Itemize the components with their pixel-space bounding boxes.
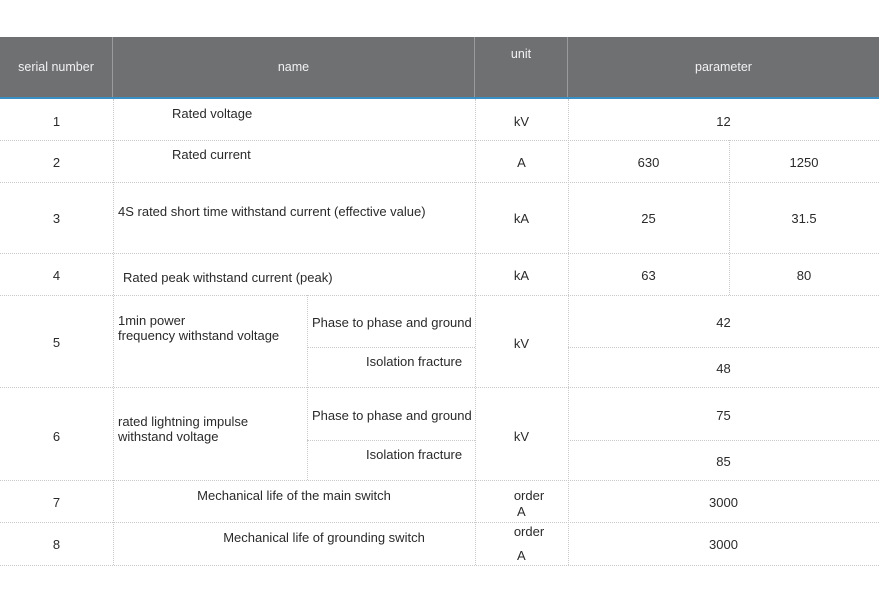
row4-value-a: 63: [641, 268, 656, 283]
row6-name-line2: withstand voltage: [118, 429, 219, 444]
row5-value-1: 42: [716, 315, 731, 330]
row8-unit-line2: A: [517, 548, 526, 563]
row1-name: Rated voltage: [172, 106, 253, 121]
header-serial-label: serial number: [18, 60, 94, 74]
sub-row-divider: [568, 440, 879, 441]
row5-value-2: 48: [716, 361, 731, 376]
row1-value: 12: [716, 114, 731, 129]
table-header: [0, 37, 879, 99]
row5-unit: kV: [513, 336, 530, 351]
row-divider: [0, 295, 879, 296]
header-unit-label: unit: [510, 47, 532, 61]
row-divider: [0, 182, 879, 183]
row-divider: [0, 480, 879, 481]
row8-value: 3000: [709, 537, 738, 552]
row3-value-a: 25: [641, 211, 656, 226]
row5-name-line1: 1min power: [118, 313, 186, 328]
row-divider: [0, 253, 879, 254]
header-name: [113, 37, 475, 97]
header-parameter: [568, 37, 879, 97]
row7-unit-line2: A: [517, 504, 526, 519]
row6-name-line1: rated lightning impulse: [118, 414, 249, 429]
row3-value-b: 31.5: [791, 211, 817, 226]
row-divider: [0, 140, 879, 141]
row1-unit: kV: [513, 114, 530, 129]
row3-name: 4S rated short time withstand current (effective value): [118, 204, 426, 219]
row4-name: Rated peak withstand current (peak): [123, 270, 333, 285]
header-unit: [475, 37, 568, 97]
row8-unit-line1: order: [513, 524, 545, 539]
row8-serial: 8: [52, 537, 61, 552]
row7-serial: 7: [52, 495, 61, 510]
row5-sub-isolation: Isolation fracture: [366, 354, 463, 369]
row3-unit: kA: [513, 211, 530, 226]
row6-value-2: 85: [716, 454, 731, 469]
row-divider: [0, 565, 879, 566]
header-serial-number: [0, 37, 113, 97]
header-parameter-label: parameter: [695, 60, 752, 74]
row2-value-a: 630: [637, 155, 660, 170]
row1-serial: 1: [52, 114, 61, 129]
row7-unit-line1: order: [513, 488, 545, 503]
header-name-label: name: [277, 60, 310, 74]
row2-serial: 2: [52, 155, 61, 170]
row-divider: [0, 387, 879, 388]
row4-serial: 4: [52, 268, 61, 283]
row5-sub-phase: Phase to phase and ground: [312, 315, 472, 330]
sub-row-divider: [307, 347, 475, 348]
row3-serial: 3: [52, 211, 61, 226]
sub-row-divider: [568, 347, 879, 348]
sub-row-divider: [307, 440, 475, 441]
row-divider: [0, 522, 879, 523]
row2-name: Rated current: [172, 147, 251, 162]
col-divider: [307, 295, 308, 480]
row6-unit: kV: [513, 429, 530, 444]
row5-name-line2: frequency withstand voltage: [118, 328, 280, 343]
row6-value-1: 75: [716, 408, 731, 423]
row4-value-b: 80: [796, 268, 812, 283]
row7-name: Mechanical life of the main switch: [197, 488, 391, 503]
row2-value-b: 1250: [789, 155, 819, 170]
row8-name: Mechanical life of grounding switch: [223, 530, 425, 545]
row7-value: 3000: [709, 495, 738, 510]
row6-sub-isolation: Isolation fracture: [366, 447, 463, 462]
row6-serial: 6: [52, 429, 61, 444]
row5-serial: 5: [52, 335, 61, 350]
row2-unit: A: [517, 155, 526, 170]
row6-sub-phase: Phase to phase and ground: [312, 408, 472, 423]
row4-unit: kA: [513, 268, 530, 283]
